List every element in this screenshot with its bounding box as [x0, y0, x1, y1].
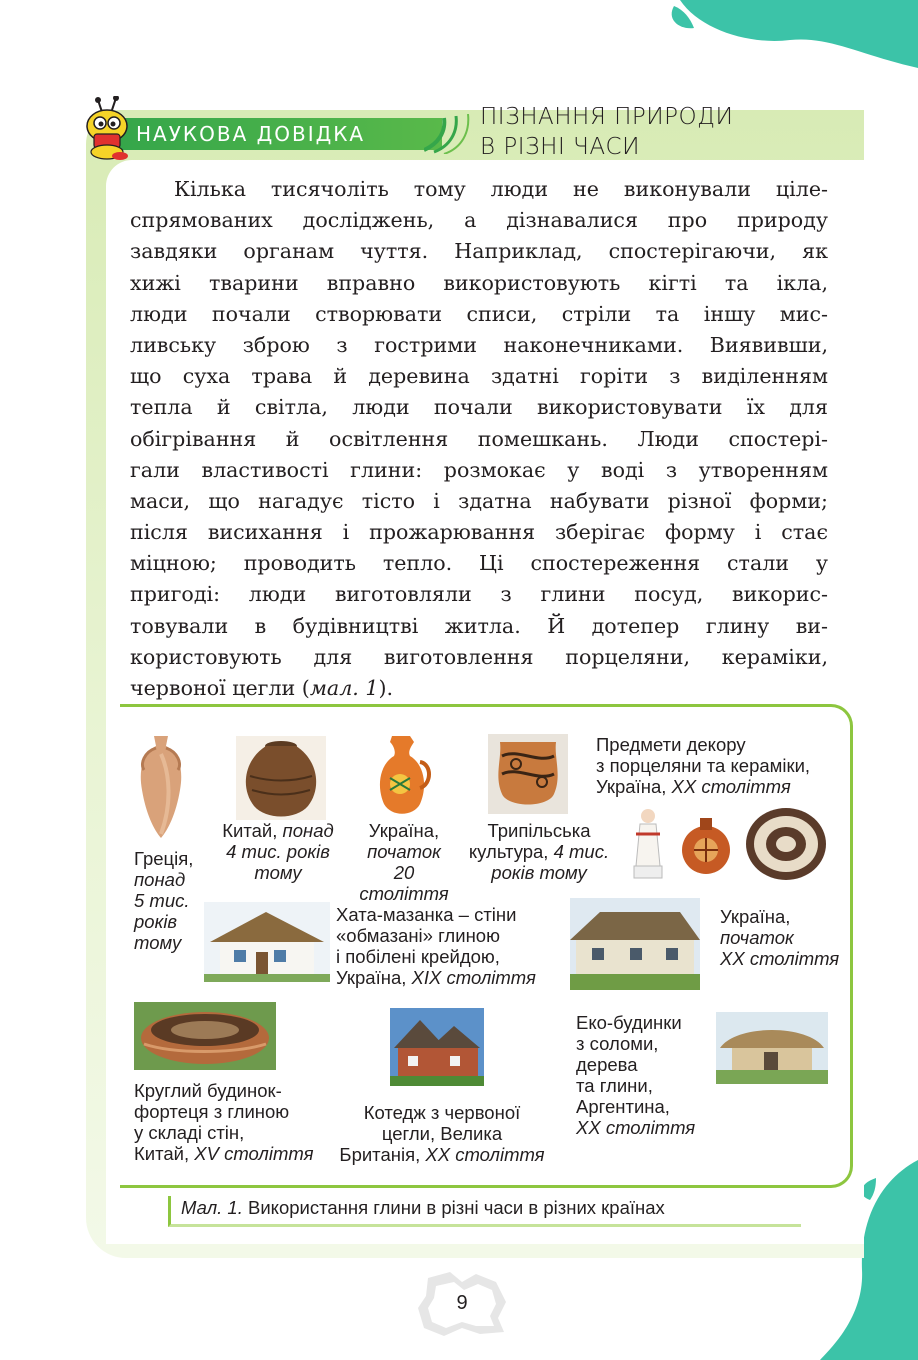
round-fortress-house-image	[134, 1002, 276, 1070]
bookworm-mascot-icon	[76, 96, 136, 160]
paragraph-line: міцною; проводить тепло. Ці спостереження стали у	[130, 551, 828, 576]
figure-caption-label: Мал. 1.	[181, 1197, 243, 1218]
caption-greece: Греція, понад 5 тис. років тому	[134, 848, 194, 953]
section-title	[480, 102, 800, 162]
caption-tulou: Круглий будинок- фортеця з глиною у складі стін, Китай, XV століття	[134, 1080, 314, 1164]
clay-hut-image	[204, 902, 330, 982]
paragraph-line: Кілька тисячоліть тому люди не виконували ціле-	[174, 177, 828, 201]
paragraph-line: користовують для виготовлення порцеляни, кераміки,	[130, 644, 828, 669]
caption-cottage: Котедж з червоної цегли, Велика Британія, XX століття	[339, 1102, 545, 1165]
paragraph-line: тепла й світла, люди почали використовувати їх для	[130, 395, 828, 420]
decorative-corner-blob	[640, 0, 918, 70]
body-paragraph	[130, 174, 828, 704]
caption-eco: Еко-будинки з соломи, дерева та глини, Аргентина, XX століття	[576, 1012, 696, 1138]
paragraph-line: що суха трава й деревина здатні горіти з виділенням	[130, 364, 828, 389]
figure-reference: мал. 1	[309, 676, 379, 700]
paragraph-line: обігрівання й освітлення помешкань. Люди спостері-	[130, 426, 828, 451]
ceramic-flask-image	[676, 816, 736, 876]
paragraph-line: після висихання і прожарювання зберігає форму і стає	[130, 520, 828, 545]
caption-ukraine-house: Україна, початок XX століття	[720, 906, 840, 969]
paragraph-line: гали властивості глини: розмокає у воді з утворенням	[130, 457, 828, 482]
brick-cottage-image	[390, 1008, 484, 1086]
caption-trypillia: Трипільська культура, 4 тис. років тому	[468, 820, 610, 883]
caption-decor: Предмети декору з порцеляни та кераміки, Україна, XX століття	[596, 734, 811, 797]
porcelain-figurine-image	[626, 806, 670, 882]
paragraph-line: товували в будівництві житла. Й дотепер глину ви-	[130, 613, 828, 638]
thatched-house-image	[570, 898, 700, 990]
caption-khata: Хата-мазанка – стіни «обмазані» глиною і побілені крейдою, Україна, XIX століття	[336, 904, 536, 988]
section-title-line: В РІЗНІ ЧАСИ	[480, 134, 640, 160]
paragraph-line: червоної цегли (мал. 1).	[130, 676, 394, 700]
figure-caption	[168, 1196, 801, 1227]
page-number: 9	[456, 1292, 468, 1314]
chinese-pot-image	[236, 736, 326, 820]
caption-china: Китай, понад 4 тис. років тому	[222, 820, 334, 883]
paragraph-line: маси, що нагадує тісто і здатна набувати різної форми;	[130, 488, 828, 513]
paragraph-line: спрямованих досліджень, а дізнавалися про природу	[130, 208, 828, 233]
decorative-plate-image	[744, 806, 828, 882]
paragraph-line: ливську зброю з гострими наконечниками. Виявивши,	[130, 332, 828, 357]
caption-ukraine-jug: Україна, початок 20 століття	[359, 820, 449, 904]
paragraph-line: хижі тварини вправно використовують кігті та ікла,	[130, 270, 828, 295]
section-title-line: ПІЗНАННЯ ПРИРОДИ	[480, 104, 734, 130]
paragraph-line: пригоді: люди виготовляли з глини посуд, викорис-	[130, 582, 828, 607]
paragraph-line: завдяки органам чуття. Наприклад, спостерігаючи, як	[130, 239, 828, 264]
trypillia-vessel-image	[488, 734, 568, 814]
badge-label: НАУКОВА ДОВІДКА	[136, 122, 366, 146]
figure-caption-text: Використання глини в різні часи в різних країнах	[242, 1197, 665, 1218]
greek-amphora-image	[134, 734, 188, 840]
paragraph-line: люди почали створювати списи, стріли та іншу мис-	[130, 301, 828, 326]
ukrainian-jug-image	[370, 734, 434, 820]
eco-house-image	[716, 1012, 828, 1084]
